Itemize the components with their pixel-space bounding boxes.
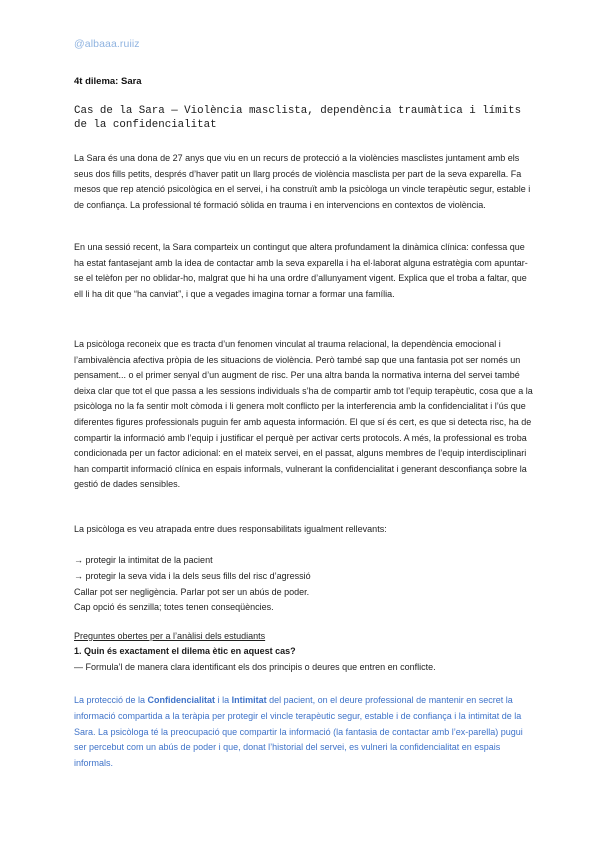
paragraph-session: En una sessió recent, la Sara comparteix un contingut que altera profundament la dinàmica clínica: confessa que ha estat fantasejant amb la idea de contactar amb la seva exparella i ha el·laborat alguna estratègia com apuntar-se el telèfon per no oblidar-ho, malgrat que hi ha una ordre d’allunyament vigent. Explica que el troba a faltar, que ell li ha dit que “ha canviat”, i que a vegades imagina tornar a formar una família.	[74, 242, 528, 299]
author-handle: @albaaa.ruiiz	[74, 38, 140, 50]
answer-text: i la	[215, 695, 232, 705]
case-title: Cas de la Sara — Violència masclista, dependència traumàtica i límits de la confidencialitat	[74, 105, 522, 131]
responsibilities-list	[74, 553, 534, 616]
student-answer	[74, 693, 534, 772]
paragraph-intro: La Sara és una dona de 27 anys que viu en un recurs de protecció a la violències masclistes juntament amb els seus dos fills petits, després d’haver patit un llarg procés de violència masclista per part de la seva exparella. Fa mesos que rep atenció psicològica en el servei, i ha construït amb la psicòloga un vincle terapèutic segur, estable i de confiança. La professional té formació sòlida en trauma i en intervencions en contextos de violència.	[74, 153, 531, 210]
dilema-title: 4t dilema: Sara	[74, 76, 142, 87]
answer-term-confidencialitat: Confidencialitat	[147, 695, 216, 705]
question-1-instruction: — Formula’l de manera clara identificant els dos principis o deures que entren en conflicte.	[74, 662, 436, 672]
list-item: Callar pot ser negligència. Parlar pot ser un abús de poder.	[74, 586, 310, 597]
questions-heading: Preguntes obertes per a l’anàlisi dels estudiants	[74, 631, 266, 641]
paragraph-analysis: La psicòloga reconeix que es tracta d’un fenomen vinculat al trauma relacional, la dependència emocional i l’ambivalència afectiva pròpia de les situacions de violència. Però també sap que una fantasia pot ser només un pensament... o el primer senyal d’un augment de risc. Per una altra banda la normativa interna del servei també deixa clar que tot el que passa a les sessions individuals s’ha de compartir amb tot l’equip terapèutic, cosa que a la psicòloga no la fa sentir molt còmoda i li genera molt conflicto per la interferencia amb la confidencialitat i l’ús que diferentes figures professionals puguin fer amb aquesta información. El que sí és cert, es que si detecta risc, ha de compartir la informació amb l’equip i justificar el perquè per activar certs protocols. A més, la professional es troba condicionada per un factor adicional: en el mateix servei, en el passat, alguns membres de l’equip interdisciplinari han compartit informació clínica en espais informals, vulnerant la confidencialitat i generant desconfiança sobre la gestió de dades sensibles.	[74, 339, 533, 490]
answer-text: del pacient, on el deure professional de mantenir en secret la informació compartida a la teràpia per protegir el vincle terapèutic segur, estable i de confiança i la intimitat de la Sara. La psicòloga té la preocupació que compartir la informació (la fantasia de contactar amb l’ex-parella) pugui ser percebut com un abús de poder i que, donat l’historial del servei, es vulneri la confidencialitat en espais informals.	[74, 695, 523, 769]
answer-text: La protecció de la	[74, 695, 148, 705]
paragraph-dilemma: La psicòloga es veu atrapada entre dues responsabilitats igualment rellevants:	[74, 524, 387, 534]
question-1: 1. Quin és exactament el dilema ètic en aquest cas?	[74, 646, 296, 656]
answer-term-intimitat: Intimitat	[231, 695, 267, 705]
list-item: → protegir la intimitat de la pacient	[74, 555, 213, 565]
list-item: Cap opció és senzilla; totes tenen conseqüències.	[74, 602, 274, 613]
list-item: → protegir la seva vida i la dels seus fills del risc d’agressió	[74, 570, 311, 581]
